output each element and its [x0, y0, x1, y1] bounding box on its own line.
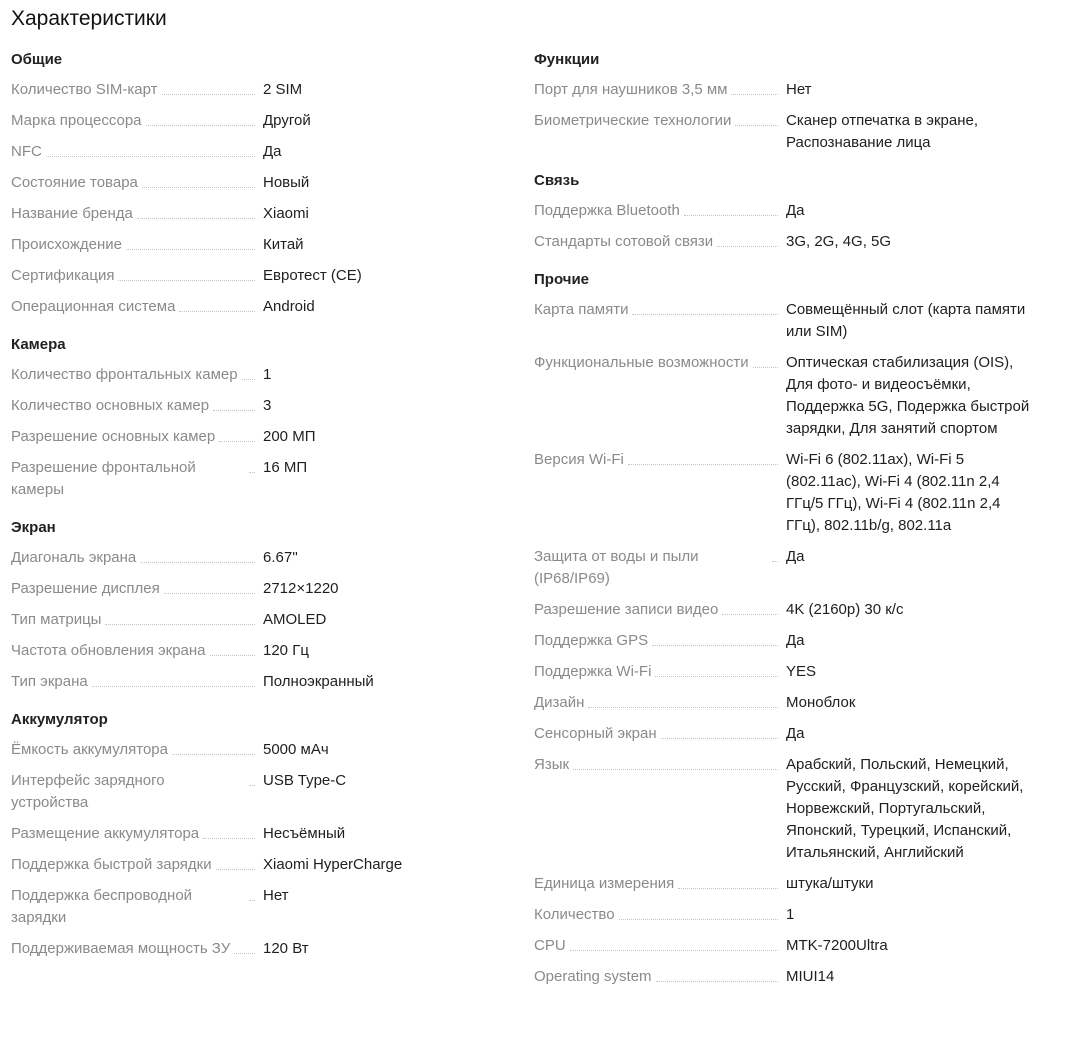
spec-value: MIUI14	[786, 968, 835, 985]
spec-key-label: Интерфейс зарядного устройства	[11, 772, 165, 811]
dotted-leader	[731, 79, 778, 95]
spec-key-label: Стандарты сотовой связи	[534, 233, 714, 250]
spec-key-label: Название бренда	[11, 205, 133, 222]
spec-key	[11, 110, 257, 132]
spec-section	[534, 268, 1074, 988]
spec-key	[11, 234, 257, 256]
spec-key	[11, 79, 257, 101]
section-title: Общие	[11, 51, 63, 68]
page-title: Характеристики	[11, 7, 167, 30]
spec-key	[534, 599, 780, 621]
dotted-leader	[573, 754, 778, 770]
spec-value: 2712×1220	[263, 580, 339, 597]
spec-key-label: Количество SIM-карт	[11, 81, 158, 98]
spec-key	[11, 739, 257, 761]
spec-key	[11, 364, 257, 386]
spec-key-label: Порт для наушников 3,5 мм	[534, 81, 728, 98]
spec-key	[534, 661, 780, 683]
spec-row	[11, 770, 511, 814]
spec-key	[11, 141, 257, 163]
spec-key	[534, 200, 780, 222]
spec-key	[11, 823, 257, 845]
spec-row	[534, 966, 1074, 988]
spec-key-label: Версия Wi-Fi	[534, 451, 624, 468]
spec-key-label: Тип матрицы	[11, 611, 102, 628]
spec-key	[11, 426, 257, 448]
spec-key	[534, 692, 780, 714]
spec-key	[534, 449, 780, 471]
spec-key-label: Единица измерения	[534, 875, 675, 892]
section-title: Связь	[534, 172, 580, 189]
spec-value: 3	[263, 397, 272, 414]
spec-value: 5000 мАч	[263, 741, 329, 758]
spec-key-label: Разрешение записи видео	[534, 601, 719, 618]
spec-key-label: Операционная система	[11, 298, 176, 315]
spec-key-label: Ёмкость аккумулятора	[11, 741, 168, 758]
spec-value: YES	[786, 663, 817, 680]
dotted-leader	[162, 79, 256, 95]
spec-row	[534, 546, 1074, 590]
spec-value: 1	[263, 366, 272, 383]
spec-value: Совмещённый слот (карта памяти или SIM)	[786, 301, 1026, 340]
spec-row	[11, 265, 511, 287]
dotted-leader	[118, 265, 255, 281]
spec-key	[534, 546, 780, 590]
spec-key	[11, 671, 257, 693]
spec-key	[11, 609, 257, 631]
spec-value: 1	[786, 906, 795, 923]
spec-key	[534, 630, 780, 652]
spec-key	[534, 231, 780, 253]
dotted-leader	[164, 578, 255, 594]
spec-row	[534, 723, 1074, 745]
spec-row	[11, 938, 511, 960]
dotted-leader	[203, 823, 255, 839]
section-title: Камера	[11, 336, 66, 353]
dotted-leader	[126, 234, 255, 250]
spec-key	[11, 457, 257, 501]
spec-key-label: Разрешение фронтальной камеры	[11, 459, 196, 498]
dotted-leader	[179, 296, 255, 312]
spec-key	[11, 172, 257, 194]
spec-section	[11, 516, 511, 693]
spec-row	[11, 234, 511, 256]
spec-section	[11, 708, 511, 960]
dotted-leader	[142, 172, 255, 188]
spec-row	[534, 200, 1074, 222]
dotted-leader	[210, 640, 255, 656]
spec-value: Арабский, Польский, Немецкий, Русский, Французский, корейский, Норвежский, Португальский, Японский, Турецкий, Испанский, Итальянский, Английский	[786, 756, 1024, 861]
spec-key-label: Количество основных камер	[11, 397, 210, 414]
spec-key-label: NFC	[11, 143, 42, 160]
spec-row	[11, 426, 511, 448]
dotted-leader	[684, 200, 778, 216]
specs-column-left	[11, 48, 511, 975]
spec-row	[11, 172, 511, 194]
spec-row	[11, 823, 511, 845]
spec-row	[534, 231, 1074, 253]
spec-row	[11, 296, 511, 318]
spec-value: Xiaomi	[263, 205, 309, 222]
spec-value: 2 SIM	[263, 81, 303, 98]
spec-key	[534, 79, 780, 101]
spec-key-label: Дизайн	[534, 694, 585, 711]
spec-key	[11, 265, 257, 287]
dotted-leader	[678, 873, 778, 889]
spec-row	[11, 79, 511, 101]
dotted-leader	[172, 739, 255, 755]
spec-row	[11, 854, 511, 876]
spec-section	[11, 333, 511, 501]
spec-value: Да	[786, 632, 805, 649]
spec-row	[534, 110, 1074, 154]
spec-key-label: Разрешение дисплея	[11, 580, 160, 597]
dotted-leader	[588, 692, 778, 708]
dotted-leader	[619, 904, 778, 920]
spec-row	[11, 739, 511, 761]
dotted-leader	[216, 854, 255, 870]
spec-key	[534, 110, 780, 132]
spec-key	[11, 296, 257, 318]
dotted-leader	[570, 935, 778, 951]
dotted-leader	[46, 141, 255, 157]
spec-value: 3G, 2G, 4G, 5G	[786, 233, 892, 250]
spec-key-label: Защита от воды и пыли (IP68/IP69)	[534, 548, 699, 587]
spec-key-label: Поддержка Bluetooth	[534, 202, 680, 219]
spec-key	[534, 723, 780, 745]
spec-value: Wi-Fi 6 (802.11ax), Wi-Fi 5 (802.11ac), Wi-Fi 4 (802.11n 2,4 ГГц/5 ГГц), Wi-Fi 4 (802.11n 2,4 ГГц), 802.11b/g, 802.11a	[786, 451, 1001, 534]
spec-value: Несъёмный	[263, 825, 346, 842]
spec-value: Сканер отпечатка в экране, Распознавание лица	[786, 112, 978, 151]
section-title: Функции	[534, 51, 600, 68]
dotted-leader	[213, 395, 255, 411]
spec-value: Нет	[786, 81, 812, 98]
dotted-leader	[628, 449, 778, 465]
spec-key	[534, 754, 780, 776]
spec-row	[534, 873, 1074, 895]
dotted-leader	[249, 770, 255, 786]
spec-value: 16 МП	[263, 459, 308, 476]
spec-key-label: Поддерживаемая мощность ЗУ	[11, 940, 231, 957]
spec-key	[11, 578, 257, 600]
spec-value: Да	[786, 202, 805, 219]
spec-row	[11, 110, 511, 132]
spec-value: Моноблок	[786, 694, 856, 711]
dotted-leader	[249, 457, 255, 473]
spec-value: Да	[786, 725, 805, 742]
spec-key	[11, 770, 257, 814]
spec-value: Оптическая стабилизация (OIS), Для фото- и видеосъёмки, Поддержка 5G, Подержка быстрой зарядки, Для занятий спортом	[786, 354, 1030, 437]
spec-key-label: Количество фронтальных камер	[11, 366, 238, 383]
spec-key	[534, 935, 780, 957]
spec-row	[534, 449, 1074, 537]
spec-value: 4K (2160p) 30 к/с	[786, 601, 904, 618]
dotted-leader	[655, 661, 778, 677]
spec-key	[11, 547, 257, 569]
dotted-leader	[722, 599, 778, 615]
spec-value: Да	[786, 548, 805, 565]
spec-key-label: Карта памяти	[534, 301, 629, 318]
dotted-leader	[92, 671, 255, 687]
spec-key-label: Функциональные возможности	[534, 354, 749, 371]
dotted-leader	[219, 426, 255, 442]
spec-value: Новый	[263, 174, 310, 191]
spec-value: 200 МП	[263, 428, 316, 445]
spec-row	[11, 578, 511, 600]
spec-value: 120 Вт	[263, 940, 309, 957]
spec-row	[11, 141, 511, 163]
dotted-leader	[717, 231, 778, 247]
spec-value: 120 Гц	[263, 642, 309, 659]
spec-key	[11, 885, 257, 929]
spec-key-label: Язык	[534, 756, 570, 773]
spec-row	[534, 630, 1074, 652]
spec-row	[11, 640, 511, 662]
spec-row	[534, 599, 1074, 621]
dotted-leader	[656, 966, 778, 982]
spec-key	[11, 395, 257, 417]
dotted-leader	[234, 938, 255, 954]
spec-value: штука/штуки	[786, 875, 874, 892]
spec-key-label: Сертификация	[11, 267, 115, 284]
spec-key-label: Тип экрана	[11, 673, 88, 690]
dotted-leader	[249, 885, 255, 901]
spec-value: Да	[263, 143, 282, 160]
spec-value: Нет	[263, 887, 289, 904]
spec-key-label: Поддержка Wi-Fi	[534, 663, 652, 680]
spec-value: Xiaomi HyperCharge	[263, 856, 403, 873]
spec-key-label: Диагональ экрана	[11, 549, 137, 566]
spec-row	[534, 935, 1074, 957]
spec-value: Евротест (CE)	[263, 267, 362, 284]
spec-key	[534, 966, 780, 988]
spec-key	[534, 873, 780, 895]
spec-key	[11, 203, 257, 225]
spec-row	[11, 203, 511, 225]
spec-row	[11, 609, 511, 631]
spec-key-label: Поддержка быстрой зарядки	[11, 856, 212, 873]
spec-row	[11, 547, 511, 569]
spec-section	[534, 48, 1074, 154]
spec-section	[534, 169, 1074, 253]
spec-row	[11, 395, 511, 417]
spec-value: 6.67''	[263, 549, 298, 566]
spec-section	[11, 48, 511, 318]
spec-row	[11, 885, 511, 929]
specs-column-right	[534, 48, 1074, 1003]
dotted-leader	[661, 723, 778, 739]
spec-key-label: Сенсорный экран	[534, 725, 657, 742]
spec-value: Китай	[263, 236, 304, 253]
spec-value: Android	[263, 298, 315, 315]
spec-row	[534, 352, 1074, 440]
spec-row	[11, 457, 511, 501]
spec-row	[534, 692, 1074, 714]
spec-row	[11, 671, 511, 693]
spec-key-label: Разрешение основных камер	[11, 428, 216, 445]
dotted-leader	[137, 203, 255, 219]
spec-value: Полноэкранный	[263, 673, 374, 690]
spec-key	[534, 904, 780, 926]
spec-value: MTK-7200Ultra	[786, 937, 888, 954]
section-title: Экран	[11, 519, 56, 536]
dotted-leader	[772, 546, 778, 562]
spec-key	[534, 352, 780, 374]
dotted-leader	[735, 110, 778, 126]
spec-key	[11, 854, 257, 876]
spec-key-label: Частота обновления экрана	[11, 642, 206, 659]
section-title: Прочие	[534, 271, 590, 288]
dotted-leader	[753, 352, 778, 368]
spec-row	[534, 299, 1074, 343]
spec-key-label: Количество	[534, 906, 615, 923]
dotted-leader	[652, 630, 778, 646]
spec-value: USB Type-C	[263, 772, 347, 789]
dotted-leader	[105, 609, 255, 625]
spec-key-label: Происхождение	[11, 236, 122, 253]
spec-key-label: Состояние товара	[11, 174, 138, 191]
spec-key-label: Биометрические технологии	[534, 112, 732, 129]
spec-key	[534, 299, 780, 321]
spec-key-label: Марка процессора	[11, 112, 142, 129]
dotted-leader	[140, 547, 255, 563]
spec-key-label: Operating system	[534, 968, 652, 985]
spec-value: Другой	[263, 112, 311, 129]
dotted-leader	[632, 299, 778, 315]
spec-value: AMOLED	[263, 611, 327, 628]
spec-row	[11, 364, 511, 386]
spec-row	[534, 661, 1074, 683]
spec-row	[534, 904, 1074, 926]
spec-key-label: Поддержка GPS	[534, 632, 649, 649]
spec-key-label: Размещение аккумулятора	[11, 825, 200, 842]
spec-row	[534, 79, 1074, 101]
spec-key-label: Поддержка беспроводной зарядки	[11, 887, 193, 926]
dotted-leader	[146, 110, 255, 126]
spec-row	[534, 754, 1074, 864]
spec-key-label: CPU	[534, 937, 566, 954]
dotted-leader	[242, 364, 255, 380]
spec-key	[11, 640, 257, 662]
section-title: Аккумулятор	[11, 711, 108, 728]
spec-key	[11, 938, 257, 960]
